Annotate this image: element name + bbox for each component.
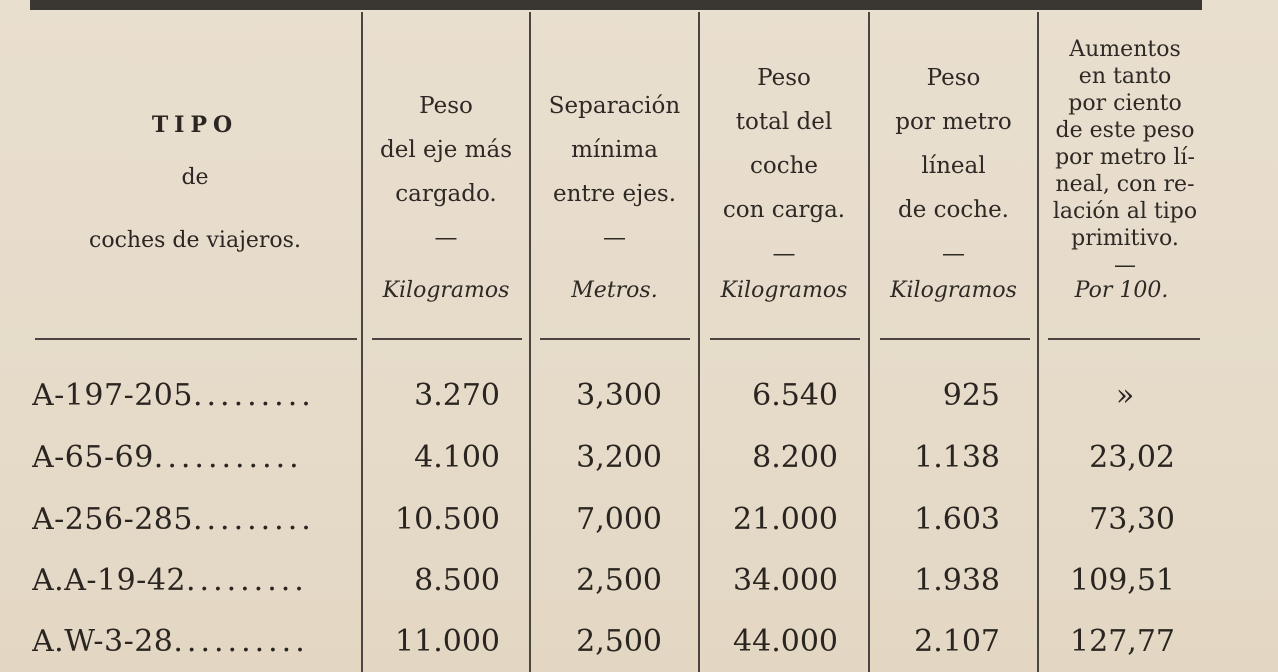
tipo-cell: A-65-69........... (32, 440, 303, 475)
eje-cell: 8.500 (414, 563, 500, 598)
header-rule (372, 338, 522, 340)
unit-label: Kilogramos (720, 278, 848, 303)
unit-label: Kilogramos (382, 278, 510, 303)
metro-cell: 1.138 (914, 440, 1000, 475)
aumento-cell: 23,02 (1089, 440, 1175, 475)
header-rule (1048, 338, 1200, 340)
total-cell: 21.000 (733, 502, 838, 537)
tipo-cell: A-197-205......... (32, 378, 315, 413)
header-peso-eje: Peso del eje más cargado. — (380, 93, 512, 251)
total-cell: 44.000 (733, 624, 838, 659)
aumento-cell: 73,30 (1089, 502, 1175, 537)
unit-label: Metros. (571, 278, 658, 303)
header-peso-metro: Peso por metro líneal de coche. — (895, 65, 1012, 267)
header-separacion: Separación mínima entre ejes. — (548, 93, 681, 251)
header-rule (540, 338, 690, 340)
tipo-cell: A-256-285......... (32, 502, 315, 537)
header-rule (710, 338, 860, 340)
separacion-cell: 7,000 (576, 502, 662, 537)
eje-cell: 4.100 (414, 440, 500, 475)
header-rule (35, 338, 357, 340)
aumento-cell: 127,77 (1070, 624, 1175, 659)
tipo-subtitle: coches de viajeros. (89, 228, 301, 253)
table-row (0, 551, 1278, 611)
table-row (0, 490, 1278, 550)
table-row (0, 428, 1278, 488)
header-peso-total: Peso total del coche con carga. — (722, 65, 846, 267)
aumento-cell: » (1115, 378, 1135, 413)
metro-cell: 925 (942, 378, 1000, 413)
metro-cell: 1.938 (914, 563, 1000, 598)
metro-cell: 2.107 (914, 624, 1000, 659)
eje-cell: 11.000 (395, 624, 500, 659)
unit-label: Kilogramos (890, 278, 1017, 303)
separacion-cell: 3,200 (576, 440, 662, 475)
eje-cell: 3.270 (414, 378, 500, 413)
separacion-cell: 2,500 (576, 563, 662, 598)
tipo-cell: A.A-19-42......... (32, 563, 308, 598)
total-cell: 6.540 (752, 378, 838, 413)
total-cell: 8.200 (752, 440, 838, 475)
header-rule (880, 338, 1030, 340)
table-row (0, 612, 1278, 672)
table-row (0, 366, 1278, 426)
separacion-cell: 3,300 (576, 378, 662, 413)
header-aumentos: Aumentos en tanto por ciento de este peso por metro lí- neal, con re- lación al tipo primitivo. — (1052, 37, 1198, 278)
unit-label: Por 100. (1074, 278, 1169, 303)
aumento-cell: 109,51 (1070, 563, 1175, 598)
eje-cell: 10.500 (395, 502, 500, 537)
tipo-cell: A.W-3-28.......... (32, 624, 309, 659)
metro-cell: 1.603 (914, 502, 1000, 537)
tipo-de: de (181, 165, 209, 190)
tipo-title: TIPO (151, 112, 239, 138)
separacion-cell: 2,500 (576, 624, 662, 659)
total-cell: 34.000 (733, 563, 838, 598)
top-rule (30, 0, 1202, 10)
